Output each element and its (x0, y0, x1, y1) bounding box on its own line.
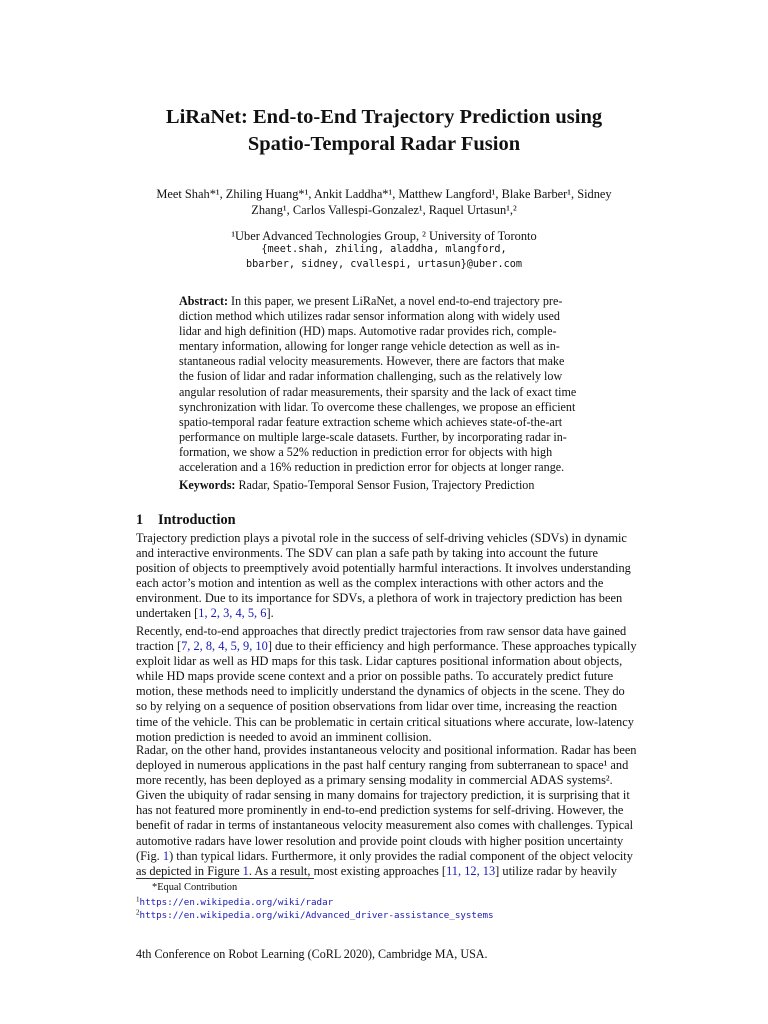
body-line: while HD maps provide scene context and a prior on possible paths. To accurately predict future (136, 669, 614, 684)
abstract-line: angular resolution of radar measurements, their sparsity and the lack of exact time (179, 384, 577, 399)
abstract-line: synchronization with lidar. To overcome these challenges, we propose an efficient (179, 399, 576, 414)
body-line: automotive radars have lower resolution and provide point clouds with higher position uncertainty (136, 833, 624, 848)
footnote-mark: 2 (136, 908, 140, 917)
footnote-2 (136, 909, 494, 922)
authors-line-2: Zhang¹, Carlos Vallespi-Gonzalez¹, Raquel Urtasun¹,² (251, 203, 517, 217)
abstract-line: performance on multiple large-scale datasets. Further, by incorporating radar in- (179, 429, 567, 444)
abstract-line: lidar and high definition (HD) maps. Automotive radar provides rich, comple- (179, 324, 557, 339)
footnote-mark: 1 (136, 895, 140, 904)
body-line: Recently, end-to-end approaches that directly predict trajectories from raw sensor data have gained (136, 624, 627, 638)
body-line: Given the ubiquity of radar sensing in many domains for trajectory prediction, it is surprising that it (136, 788, 630, 803)
footnote-divider (136, 878, 314, 879)
body-line: so by relying on a sequence of position observations from lidar over time, increasing the reaction (136, 699, 618, 714)
abstract-line: Abstract: In this paper, we present LiRaNet, a novel end-to-end trajectory pre- (179, 294, 563, 308)
body-line: time of the vehicle. This can be problematic in certain critical situations where accurate, low-latency (136, 714, 634, 729)
body-line: has not featured more prominently in end-to-end prediction systems for self-driving. However, the (136, 803, 624, 818)
body-line: and interactive environments. The SDV can plan a safe path by taking into account the future (136, 546, 598, 561)
paper-title (110, 104, 658, 158)
footnote-1 (136, 896, 333, 909)
abstract-line: spatio-temporal radar feature extraction scheme which achieves state-of-the-art (179, 414, 563, 429)
body-line: (Fig. 1) than typical lidars. Furthermore, it only provides the radial component of the object velocity (136, 848, 633, 863)
paragraph-3 (136, 743, 637, 879)
conference-note: 4th Conference on Robot Learning (CoRL 2020), Cambridge MA, USA. (136, 947, 488, 961)
paragraph-1 (136, 531, 632, 622)
abstract-line: formation, we show a 52% reduction in prediction error for objects with high (179, 444, 553, 459)
abstract-line: stantaneous radial velocity measurements. However, there are factors that make (179, 354, 565, 369)
title-line-2: Spatio-Temporal Radar Fusion (247, 133, 521, 155)
body-line: each actor’s motion and intention as well as the complex interactions with other actors and the (136, 576, 604, 591)
abstract-line: the fusion of lidar and radar information challenging, such as the relatively low (179, 369, 563, 384)
body-line: traction [7, 2, 8, 4, 5, 9, 10] due to their efficiency and high performance. These approaches typically (136, 639, 637, 654)
author-emails (120, 243, 648, 272)
section-number: 1 (136, 512, 144, 528)
body-line: deployed in numerous applications in the past half century ranging from subterranean to space¹ and (136, 758, 629, 773)
keywords-label: Keywords: (179, 478, 236, 492)
body-line: Trajectory prediction plays a pivotal role in the success of self-driving vehicles (SDVs) in dynamic (136, 531, 627, 545)
citation-link[interactable]: 11, 12, 13 (446, 863, 496, 878)
abstract-line: mentary information, allowing for longer range vehicle detection as well as in- (179, 339, 560, 354)
title-line-1: LiRaNet: End-to-End Trajectory Prediction using (165, 106, 603, 128)
footnote-url-link[interactable]: https://en.wikipedia.org/wiki/Advanced_driver-assistance_systems (139, 910, 494, 921)
body-line: motion prediction is needed to avoid an imminent collision. (136, 729, 432, 744)
footnote-url-link[interactable]: https://en.wikipedia.org/wiki/radar (139, 897, 334, 908)
body-line: environment. Due to its importance for SDVs, a plethora of work in trajectory prediction has been (136, 591, 623, 606)
keywords-text: Radar, Spatio-Temporal Sensor Fusion, Trajectory Prediction (235, 478, 535, 492)
body-line: undertaken [1, 2, 3, 4, 5, 6]. (136, 606, 274, 621)
body-line: Radar, on the other hand, provides instantaneous velocity and positional information. Radar has been (136, 743, 637, 757)
section-title: Introduction (158, 512, 236, 528)
citation-link[interactable]: 7, 2, 8, 4, 5, 9, 10 (181, 639, 268, 654)
authors-line-1: Meet Shah*¹, Zhiling Huang*¹, Ankit Laddha*¹, Matthew Langford¹, Blake Barber¹, Sidney (156, 187, 612, 201)
body-line: as depicted in Figure 1. As a result, most existing approaches [11, 12, 13] utilize radar by heavily (136, 863, 617, 878)
footnote-equal-contribution: *Equal Contribution (152, 882, 238, 893)
affiliation: ¹Uber Advanced Technologies Group, ² University of Toronto (231, 229, 537, 243)
body-line: benefit of radar in terms of instantaneous velocity measurement also comes with challenges. Typical (136, 818, 634, 833)
paragraph-2 (136, 624, 637, 745)
citation-link[interactable]: 1, 2, 3, 4, 5, 6 (198, 606, 267, 621)
body-line: more recently, has been deployed as a primary sensing modality in commercial ADAS systems². (136, 773, 613, 788)
emails-line-1: {meet.shah, zhiling, aladdha, mlangford, (261, 244, 507, 255)
abstract-line: acceleration and a 16% reduction in prediction error for objects at longer range. (179, 460, 565, 475)
author-list (120, 186, 648, 218)
keywords (179, 478, 599, 493)
figure-ref-link[interactable]: 1 (242, 863, 249, 878)
abstract-line: diction method which utilizes radar sensor information along with widely used (179, 309, 560, 324)
abstract-label: Abstract: (179, 294, 229, 308)
abstract (179, 294, 589, 475)
body-line: motion, these methods need to implicitly understand the dynamics of objects in the scene. They do (136, 684, 625, 699)
emails-line-2: bbarber, sidney, cvallespi, urtasun}@uber.com (245, 258, 522, 270)
body-line: exploit lidar as well as HD maps for this task. Lidar captures positional information about objects, (136, 654, 623, 669)
figure-ref-link[interactable]: 1 (162, 848, 170, 863)
section-heading (136, 511, 236, 529)
body-line: position of objects to preemptively avoid potentially harmful interactions. It involves understanding (136, 561, 631, 576)
